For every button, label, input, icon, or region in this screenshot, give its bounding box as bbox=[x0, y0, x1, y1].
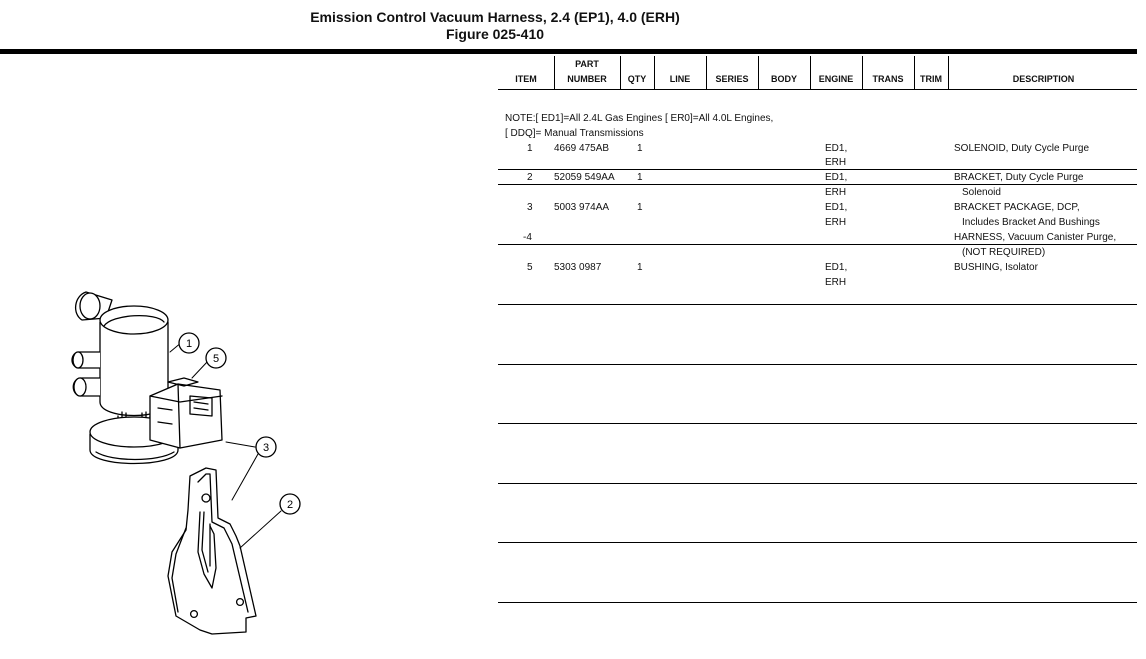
row-divider bbox=[498, 542, 1137, 543]
row-part-number: 5003 974AA bbox=[554, 202, 610, 213]
header-body: BODY bbox=[770, 74, 797, 84]
row-description: SOLENOID, Duty Cycle Purge bbox=[954, 143, 1090, 154]
row-engine: ED1, bbox=[825, 172, 848, 183]
row-part-number: 5303 0987 bbox=[554, 262, 602, 273]
header-line: LINE bbox=[669, 74, 691, 84]
header-qty: QTY bbox=[627, 74, 647, 84]
row-description: BUSHING, Isolator bbox=[954, 262, 1038, 273]
row-divider bbox=[498, 423, 1137, 424]
row-engine: ERH bbox=[825, 217, 847, 228]
row-divider bbox=[498, 184, 1137, 185]
row-engine: ERH bbox=[825, 277, 847, 288]
page-title: Emission Control Vacuum Harness, 2.4 (EP1), 4.0 (ERH) bbox=[310, 9, 680, 25]
callout-label: 1 bbox=[185, 338, 193, 350]
row-divider bbox=[498, 364, 1137, 365]
row-item: -4 bbox=[523, 232, 532, 243]
row-qty: 1 bbox=[637, 172, 643, 183]
callout-label: 3 bbox=[262, 442, 270, 454]
row-divider bbox=[498, 483, 1137, 484]
header-trans: TRANS bbox=[872, 74, 904, 84]
header-description: DESCRIPTION bbox=[1012, 74, 1075, 84]
row-description: HARNESS, Vacuum Canister Purge, bbox=[954, 232, 1117, 243]
note-line: NOTE:[ ED1]=All 2.4L Gas Engines [ ER0]=All 4.0L Engines, bbox=[505, 113, 774, 124]
row-qty: 1 bbox=[637, 202, 643, 213]
row-description: BRACKET, Duty Cycle Purge bbox=[954, 172, 1084, 183]
row-engine: ED1, bbox=[825, 202, 848, 213]
header-series: SERIES bbox=[715, 74, 749, 84]
row-description: Solenoid bbox=[962, 187, 1001, 198]
row-item: 5 bbox=[527, 262, 533, 273]
note-line: [ DDQ]= Manual Transmissions bbox=[505, 128, 644, 139]
row-description: Includes Bracket And Bushings bbox=[962, 217, 1100, 228]
header-underline bbox=[498, 89, 1137, 90]
row-item: 1 bbox=[527, 143, 533, 154]
parts-table bbox=[498, 54, 1139, 614]
callout-label: 2 bbox=[286, 499, 294, 511]
header-trim: TRIM bbox=[920, 74, 942, 84]
row-item: 2 bbox=[527, 172, 533, 183]
callout-label: 5 bbox=[212, 353, 220, 365]
header-item: ITEM bbox=[515, 74, 537, 84]
header-engine: ENGINE bbox=[818, 74, 854, 84]
row-divider bbox=[498, 304, 1137, 305]
row-item: 3 bbox=[527, 202, 533, 213]
parts-diagram bbox=[0, 56, 496, 654]
figure-number: Figure 025-410 bbox=[445, 26, 545, 42]
row-engine: ED1, bbox=[825, 262, 848, 273]
row-engine: ERH bbox=[825, 157, 847, 168]
row-part-number: 4669 475AB bbox=[554, 143, 610, 154]
row-engine: ERH bbox=[825, 187, 847, 198]
solenoid-drawing bbox=[72, 292, 222, 464]
row-divider bbox=[498, 602, 1137, 603]
row-part-number: 52059 549AA bbox=[554, 172, 615, 183]
page-title-block bbox=[0, 9, 990, 43]
row-engine: ED1, bbox=[825, 143, 848, 154]
bracket-drawing bbox=[168, 468, 256, 634]
row-qty: 1 bbox=[637, 262, 643, 273]
row-qty: 1 bbox=[637, 143, 643, 154]
row-description: (NOT REQUIRED) bbox=[962, 247, 1046, 258]
header-part-number: PART NUMBER bbox=[567, 59, 607, 84]
row-description: BRACKET PACKAGE, DCP, bbox=[954, 202, 1080, 213]
